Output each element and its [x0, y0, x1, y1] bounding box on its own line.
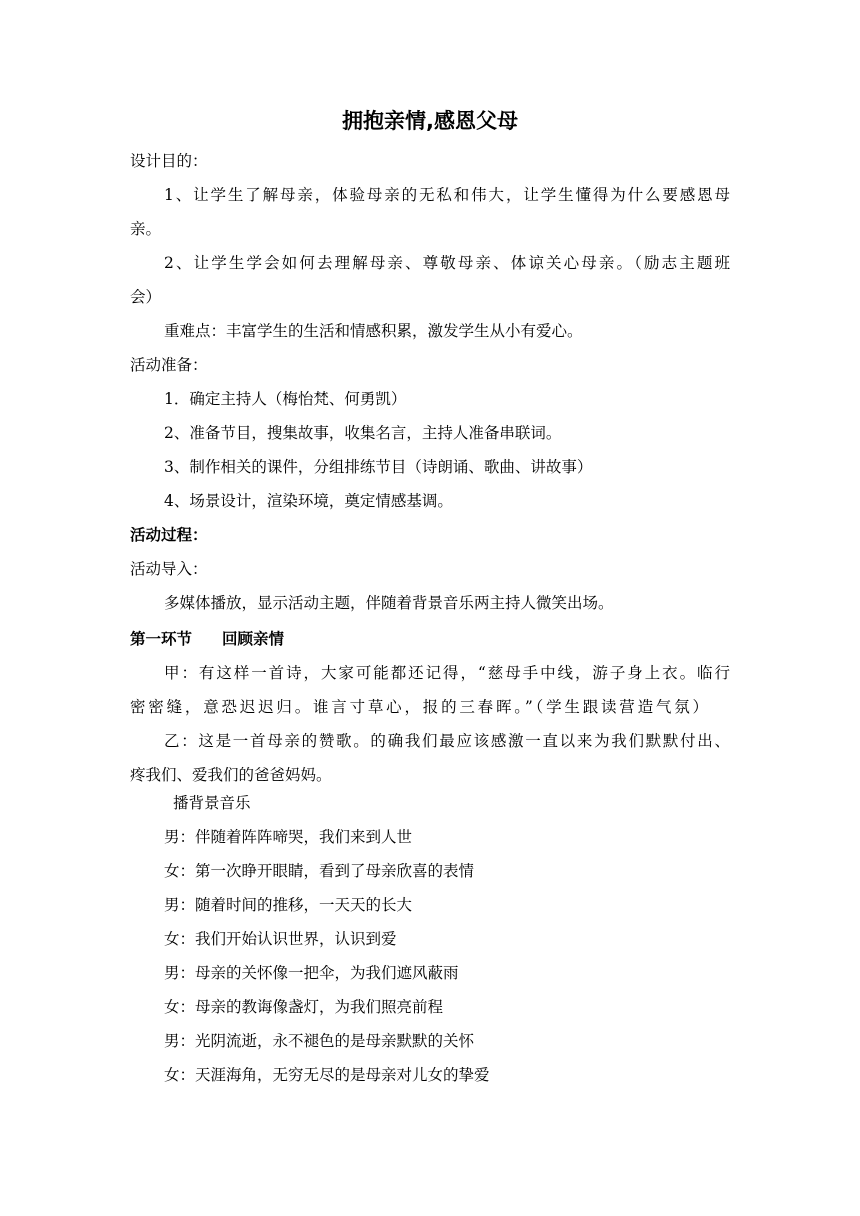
section-1-heading: [130, 628, 284, 650]
document-title: 拥抱亲情,感恩父母: [342, 109, 518, 133]
dialogue-line: 女：我们开始认识世界，认识到爱: [164, 930, 397, 948]
dialogue-line: 男：伴随着阵阵啼哭，我们来到人世: [164, 828, 413, 846]
music-cue: 播背景音乐: [173, 794, 251, 812]
design-purpose-item-1-line-2: 亲。: [130, 220, 162, 238]
yi-line-2: 疼我们、爱我们的爸爸妈妈。: [130, 766, 332, 784]
jia-line-1: 甲：有这样一首诗，大家可能都还记得，“慈母手中线，游子身上衣。临行: [164, 664, 730, 682]
dialogue-line: 男：随着时间的推移，一天天的长大: [164, 896, 413, 914]
section-1-name: 回顾亲情: [222, 630, 285, 648]
section-1-number: 第一环节: [130, 630, 193, 648]
yi-line-1: 乙：这是一首母亲的赞歌。的确我们最应该感激一直以来为我们默默付出、: [164, 732, 730, 750]
design-purpose-label: 设计目的：: [130, 152, 208, 170]
intro-label: 活动导入：: [130, 560, 208, 578]
dialogue-line: 女：天涯海角，无穷无尽的是母亲对儿女的挚爱: [164, 1066, 490, 1084]
process-label: 活动过程：: [130, 526, 208, 544]
jia-line-2: 密密缝，意恐迟迟归。谁言寸草心，报的三春晖。”（学生跟读营造气氛）: [130, 698, 708, 716]
preparation-item-4: 4、场景设计，渲染环境，奠定情感基调。: [164, 492, 453, 510]
key-points: 重难点：丰富学生的生活和情感积累，激发学生从小有爱心。: [164, 322, 583, 340]
design-purpose-item-1-line-1: 1、让学生了解母亲，体验母亲的无私和伟大，让学生懂得为什么要感恩母: [164, 186, 730, 204]
design-purpose-item-2-line-2: 会）: [130, 288, 162, 306]
preparation-item-3: 3、制作相关的课件，分组排练节目（诗朗诵、歌曲、讲故事）: [164, 458, 593, 476]
dialogue-line: 女：第一次睁开眼睛，看到了母亲欣喜的表情: [164, 862, 475, 880]
preparation-item-1: 1．确定主持人（梅怡梵、何勇凯）: [164, 390, 407, 408]
dialogue-line: 男：母亲的关怀像一把伞，为我们遮风蔽雨: [164, 964, 459, 982]
preparation-item-2: 2、准备节目，搜集故事，收集名言，主持人准备串联词。: [164, 424, 562, 442]
intro-text: 多媒体播放，显示活动主题，伴随着背景音乐两主持人微笑出场。: [164, 594, 614, 612]
design-purpose-item-2-line-1: 2、让学生学会如何去理解母亲、尊敬母亲、体谅关心母亲。（励志主题班: [164, 254, 730, 272]
preparation-label: 活动准备：: [130, 356, 208, 374]
dialogue-line: 女：母亲的教诲像盏灯，为我们照亮前程: [164, 998, 444, 1016]
dialogue-line: 男：光阴流逝，永不褪色的是母亲默默的关怀: [164, 1032, 475, 1050]
